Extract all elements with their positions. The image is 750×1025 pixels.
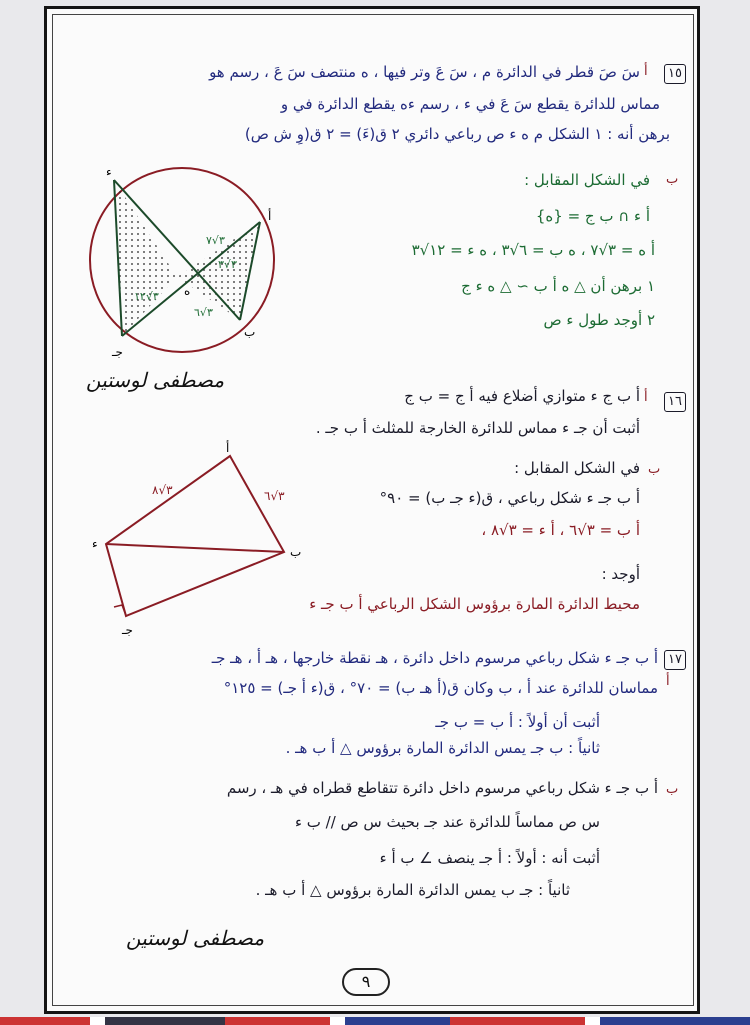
- problem-17-b-line-1: أ ب جـ ء شكل رباعي مرسوم داخل دائرة تتقاطع قطراه في هـ ، رسم: [226, 779, 658, 797]
- fig1-point-d: ء: [106, 165, 112, 179]
- problem-15-b-line-2: أ ء ∩ ب ج = {ه}: [535, 207, 650, 225]
- problem-16-b-line-4: أوجد :: [601, 565, 640, 583]
- problem-15-part-a-tag: أ: [644, 64, 648, 79]
- problem-15-line-3: برهن أنه : ١ الشكل م ه ء ص رباعي دائري ٢ ق(ءَ) = ٢ ق(وِ ش ص): [244, 125, 670, 143]
- fig1-point-c: جـ: [112, 345, 123, 359]
- problem-17-line-3: أثبت أن أولاً : أ ب = ب جـ: [435, 713, 600, 731]
- problem-15-number: ١٥: [664, 64, 686, 84]
- fig1-point-b: ب: [244, 325, 256, 339]
- problem-16-line-2: أثبت أن جـ ء مماس للدائرة الخارجة للمثلث أ ب جـ .: [315, 419, 640, 437]
- fig2-point-c: جـ: [122, 623, 133, 636]
- page-number: ٩: [342, 968, 390, 996]
- fig1-point-a: أ: [268, 209, 272, 223]
- problem-15-line-1: سَ صَ قطر في الدائرة م ، سَ عَ وتر فيها ، ه منتصف سَ عَ ، رسم هو: [209, 63, 640, 81]
- problem-16-number: ١٦: [664, 392, 686, 412]
- problem-16-b-line-2: أ ب جـ ء شكل رباعي ، ق(ء جـ ب) = ٩٠°: [379, 489, 640, 507]
- fig2-point-a: أ: [226, 441, 230, 455]
- problem-15-b-line-1: في الشكل المقابل :: [524, 171, 650, 189]
- problem-16-part-b-tag: ب: [648, 462, 661, 477]
- problem-15-b-line-5: ٢ أوجد طول ء ص: [543, 311, 655, 329]
- problem-16-part-a-tag: أ: [644, 390, 648, 405]
- fig1-label-3: ٣√١٢: [134, 290, 159, 303]
- fig2-point-d: ء: [92, 537, 98, 551]
- fig1-point-h: ه: [184, 284, 191, 298]
- problem-16-b-line-1: في الشكل المقابل :: [514, 459, 640, 477]
- problem-16-b-line-3: أ ب = ٣√٦ ، أ ء = ٣√٨ ،: [481, 521, 640, 539]
- bottom-color-stripe: [0, 1017, 750, 1025]
- signature-2: مصطفى لوستين: [126, 926, 265, 950]
- problem-17-line-2: مماسان للدائرة عند أ ، ب وكان ق(أ هـ ب) = ٧٠° ، ق(ء أ جـ) = ١٢٥°: [223, 679, 658, 697]
- problem-16-b-line-5: محيط الدائرة المارة برؤوس الشكل الرباعي أ ب جـ ء: [309, 595, 640, 613]
- figure-quadrilateral: [92, 436, 312, 636]
- fig2-label-ad: ٣√٨: [152, 483, 173, 497]
- fig2-label-ab: ٣√٦: [264, 489, 285, 503]
- problem-15-b-line-4: ١ برهن أن △ ه أ ب ∼ △ ه ء ج: [461, 277, 655, 295]
- fig2-point-b: ب: [290, 545, 302, 559]
- problem-17-line-1: أ ب جـ ء شكل رباعي مرسوم داخل دائرة ، هـ نقطة خارجها ، هـ أ ، هـ جـ: [211, 649, 658, 667]
- problem-15-line-2: مماس للدائرة يقطع سَ عَ في ء ، رسم ءه يقطع الدائرة في و: [280, 95, 660, 113]
- figure-circle-triangles: [82, 160, 282, 370]
- problem-17-b-line-2: س ص مماساً للدائرة عند جـ بحيث س ص // ب ء: [294, 813, 600, 831]
- problem-17-b-line-4: ثانياً : جـ ب يمس الدائرة المارة برؤوس △ أ ب هـ .: [255, 881, 570, 899]
- problem-17-b-line-3: أثبت أنه : أولاً : أ جـ ينصف ∠ ب أ ء: [379, 849, 600, 867]
- problem-17-line-4: ثانياً : ب جـ يمس الدائرة المارة برؤوس △ أ ب هـ .: [285, 739, 600, 757]
- problem-15-b-line-3: أ ه = ٣√٧ ، ه ب = ٦√٣ ، ه ء = ١٢√٣: [411, 241, 655, 259]
- fig1-label-1: ٣√٧: [206, 234, 225, 247]
- fig1-label-2: ٣√٣: [218, 258, 237, 271]
- fig1-label-4: ٣√٦: [194, 306, 213, 319]
- problem-17-part-b-tag: ب: [666, 782, 679, 797]
- signature-1: مصطفى لوستين: [86, 368, 225, 392]
- problem-15-part-b-tag: ب: [666, 172, 679, 187]
- problem-16-line-1: أ ب ج ء متوازي أضلاع فيه أ ج = ب ج: [404, 387, 640, 405]
- problem-17-number: ١٧: [664, 650, 686, 670]
- problem-17-part-a-tag: أ: [666, 674, 670, 689]
